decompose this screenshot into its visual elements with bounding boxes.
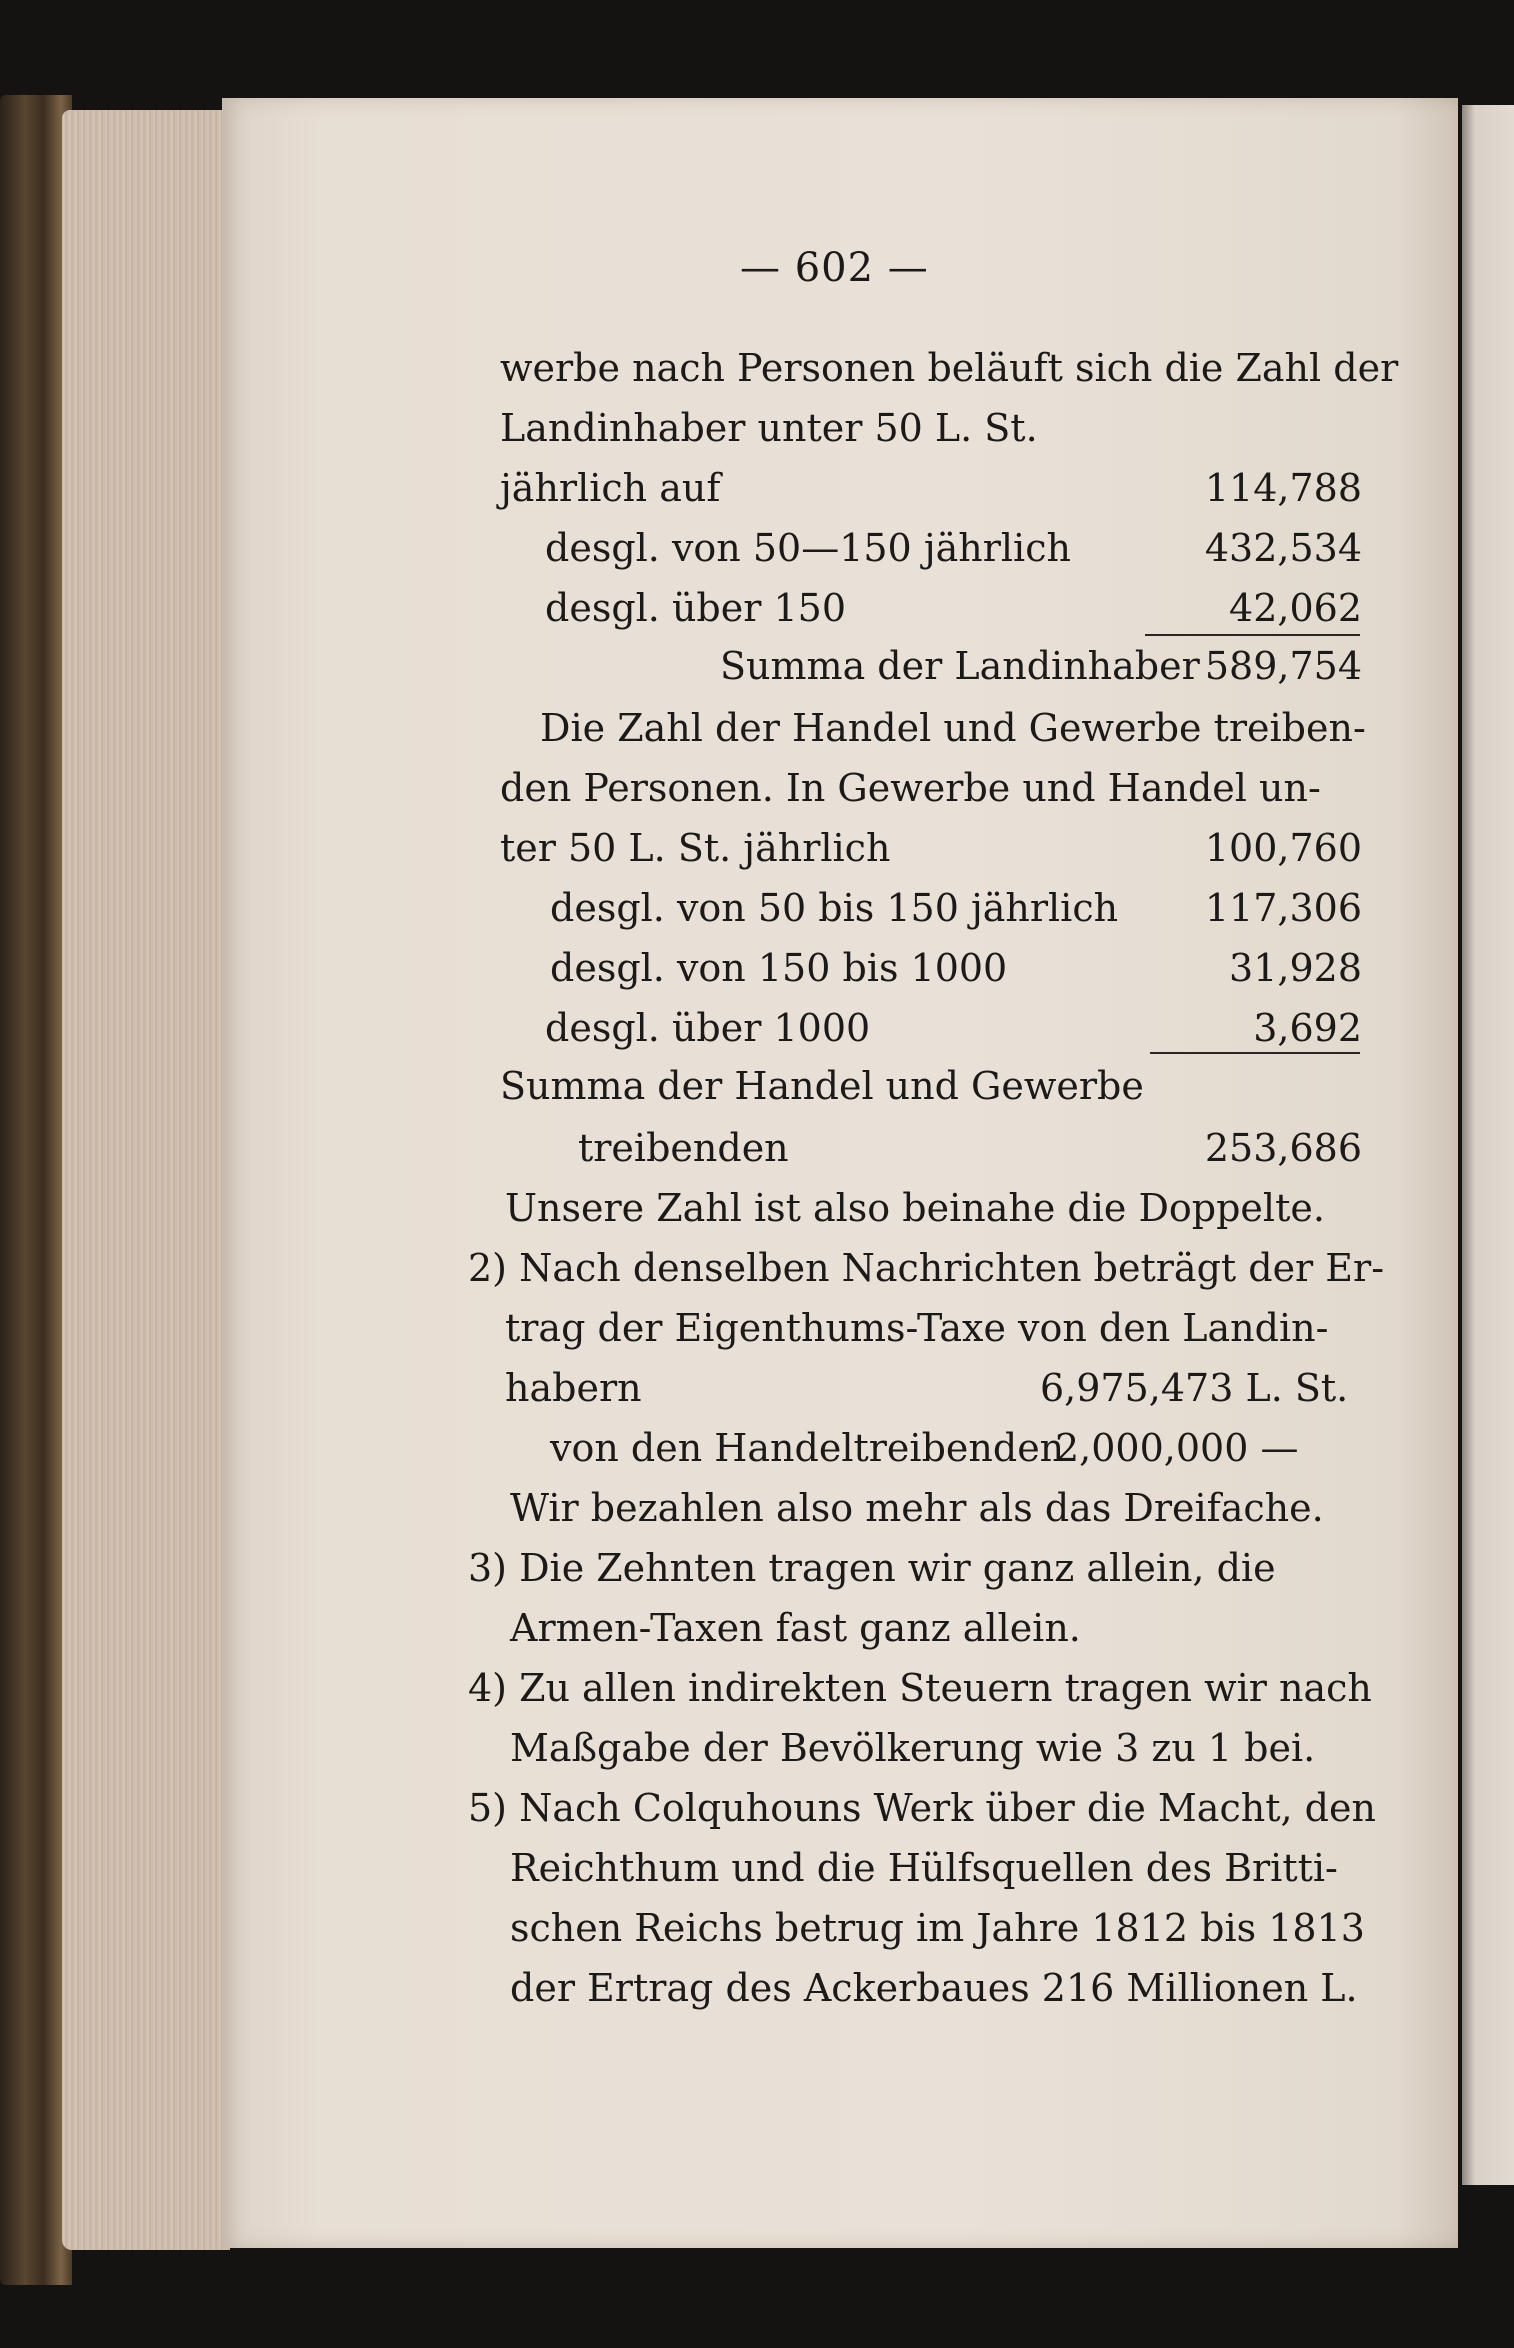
text-line: Landinhaber unter 50 L. St. — [500, 406, 1038, 450]
text-line: Die Zahl der Handel und Gewerbe treiben- — [540, 706, 1366, 750]
text-line: treibenden — [578, 1126, 789, 1170]
text-line: den Personen. In Gewerbe und Handel un- — [500, 766, 1321, 810]
text-line: 5) Nach Colquhouns Werk über die Macht, den — [468, 1786, 1376, 1830]
table-value: 31,928 — [1229, 946, 1362, 990]
text-line: werbe nach Personen beläuft sich die Zahl der — [500, 346, 1399, 390]
text-line: desgl. von 50—150 jährlich — [545, 526, 1071, 570]
text-line: Armen-Taxen fast ganz allein. — [510, 1606, 1081, 1650]
text-line: 3) Die Zehnten tragen wir ganz allein, die — [468, 1546, 1276, 1590]
text-line: trag der Eigenthums-Taxe von den Landin- — [505, 1306, 1329, 1350]
text-line: desgl. über 1000 — [545, 1006, 871, 1050]
table-value: 432,534 — [1204, 526, 1362, 570]
text-line: Summa der Landinhaber — [720, 644, 1200, 688]
text-line: schen Reichs betrug im Jahre 1812 bis 1813 — [510, 1906, 1365, 1950]
text-line: ter 50 L. St. jährlich — [500, 826, 891, 870]
text-line: Unsere Zahl ist also beinahe die Doppelte. — [505, 1186, 1325, 1230]
table-value: 117,306 — [1204, 886, 1362, 930]
text-line: Reichthum und die Hülfsquellen des Britti- — [510, 1846, 1338, 1890]
page-header: — 602 — — [740, 245, 929, 291]
text-line: Summa der Handel und Gewerbe — [500, 1064, 1144, 1108]
text-line: Wir bezahlen also mehr als das Dreifache. — [510, 1486, 1324, 1530]
table-value: 114,788 — [1204, 466, 1362, 510]
text-line: habern — [505, 1366, 642, 1410]
text-line: desgl. von 150 bis 1000 — [550, 946, 1008, 990]
text-line: desgl. von 50 bis 150 jährlich — [550, 886, 1119, 930]
text-line: der Ertrag des Ackerbaues 216 Millionen L. — [510, 1966, 1358, 2010]
text-line: 4) Zu allen indirekten Steuern tragen wir nach — [468, 1666, 1372, 1710]
table-value: 2,000,000 — — [1055, 1426, 1299, 1470]
table-value: 589,754 — [1204, 644, 1362, 688]
text-line: von den Handeltreibenden — [550, 1426, 1065, 1470]
table-value: 3,692 — [1253, 1006, 1362, 1050]
table-value: 100,760 — [1204, 826, 1362, 870]
table-value: 253,686 — [1204, 1126, 1362, 1170]
text-line: desgl. über 150 — [545, 586, 847, 630]
text-line: Maßgabe der Bevölkerung wie 3 zu 1 bei. — [510, 1726, 1316, 1770]
text-line: 2) Nach denselben Nachrichten beträgt der Er- — [468, 1246, 1385, 1290]
sum-rule — [1145, 634, 1360, 636]
text-line: jährlich auf — [500, 466, 721, 510]
sum-rule — [1150, 1052, 1360, 1054]
table-value: 6,975,473 L. St. — [1040, 1366, 1349, 1410]
table-value: 42,062 — [1229, 586, 1362, 630]
